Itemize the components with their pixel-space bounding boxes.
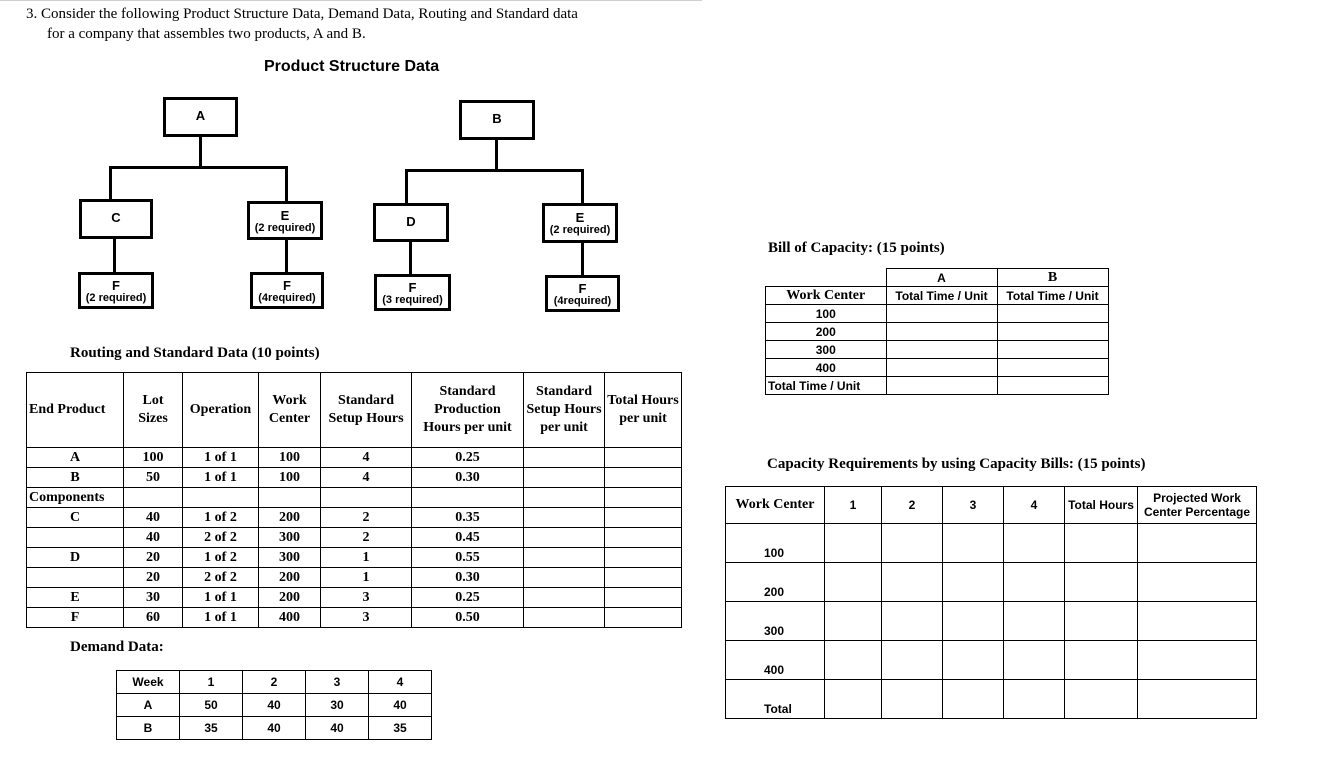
connector [581, 169, 584, 205]
input-cell[interactable] [886, 377, 997, 395]
input-cell[interactable] [1004, 602, 1065, 641]
input-cell[interactable] [524, 568, 605, 588]
boc-ttu-a: Total Time / Unit [886, 287, 997, 305]
demand-row-a: A 50 40 30 40 [117, 694, 432, 717]
input-cell[interactable] [605, 448, 682, 468]
node-e-under-a: E (2 required) [247, 201, 323, 240]
routing-title: Routing and Standard Data (10 points) [70, 345, 320, 361]
connector [109, 166, 112, 200]
input-cell[interactable] [1065, 563, 1138, 602]
connector [581, 243, 584, 277]
connector [109, 166, 288, 169]
cap-header-row: Work Center 1 2 3 4 Total Hours Projected Work Center Percentage [726, 487, 1257, 524]
capacity-requirements-table [725, 486, 1257, 719]
input-cell[interactable] [825, 680, 882, 719]
header-lot-sizes: Lot Sizes [124, 373, 183, 448]
input-cell[interactable] [605, 588, 682, 608]
input-cell[interactable] [1004, 680, 1065, 719]
input-cell[interactable] [524, 548, 605, 568]
table-row: 100 [766, 305, 1109, 323]
connector [285, 240, 288, 274]
table-row: 100 [726, 524, 1257, 563]
connector [285, 166, 288, 202]
top-border-line [0, 0, 702, 1]
demand-week-row: Week 1 2 3 4 [117, 671, 432, 694]
input-cell[interactable] [943, 524, 1004, 563]
input-cell[interactable] [943, 563, 1004, 602]
bill-of-capacity-table [765, 268, 1109, 395]
input-cell[interactable] [886, 305, 997, 323]
input-cell[interactable] [605, 508, 682, 528]
input-cell[interactable] [524, 448, 605, 468]
node-e-under-b: E (2 required) [542, 203, 618, 243]
boc-col-a: A [886, 269, 997, 287]
input-cell[interactable] [825, 563, 882, 602]
bill-of-capacity-title: Bill of Capacity: (15 points) [768, 240, 945, 256]
components-row [27, 488, 682, 508]
connector [495, 140, 498, 171]
connector [199, 137, 202, 168]
node-d: D [373, 203, 449, 242]
table-row: 400 [766, 359, 1109, 377]
table-row: 300 [726, 602, 1257, 641]
input-cell[interactable] [1004, 563, 1065, 602]
table-row: 300 [766, 341, 1109, 359]
input-cell[interactable] [1004, 641, 1065, 680]
table-row: 20 2 of 2 200 1 0.30 [27, 568, 682, 588]
demand-title: Demand Data: [70, 639, 164, 655]
input-cell[interactable] [524, 468, 605, 488]
input-cell[interactable] [1004, 524, 1065, 563]
table-row: F 60 1 of 1 400 3 0.50 [27, 608, 682, 628]
input-cell[interactable] [1138, 602, 1257, 641]
input-cell[interactable] [886, 359, 997, 377]
input-cell[interactable] [825, 602, 882, 641]
header-setup-per-unit: Standard Setup Hours per unit [524, 373, 605, 448]
components-label: Components [27, 488, 124, 508]
input-cell[interactable] [605, 468, 682, 488]
input-cell[interactable] [524, 528, 605, 548]
input-cell[interactable] [605, 528, 682, 548]
input-cell[interactable] [943, 641, 1004, 680]
header-operation: Operation [183, 373, 259, 448]
header-end-product: End Product [27, 373, 124, 448]
table-row: C 40 1 of 2 200 2 0.35 [27, 508, 682, 528]
input-cell[interactable] [943, 602, 1004, 641]
header-production-hours: Standard Production Hours per unit [412, 373, 524, 448]
input-cell[interactable] [605, 548, 682, 568]
connector [405, 169, 408, 205]
table-row: Total [726, 680, 1257, 719]
question-text [26, 4, 578, 44]
input-cell[interactable] [1138, 680, 1257, 719]
input-cell[interactable] [882, 563, 943, 602]
table-row: 400 [726, 641, 1257, 680]
input-cell[interactable] [886, 323, 997, 341]
input-cell[interactable] [605, 568, 682, 588]
input-cell[interactable] [886, 341, 997, 359]
table-row: D 20 1 of 2 300 1 0.55 [27, 548, 682, 568]
routing-table [26, 372, 682, 628]
connector [409, 242, 412, 276]
connector [405, 169, 584, 172]
boc-ttu-b: Total Time / Unit [997, 287, 1108, 305]
table-row: A 100 1 of 1 100 4 0.25 [27, 448, 682, 468]
table-row: 40 2 of 2 300 2 0.45 [27, 528, 682, 548]
input-cell[interactable] [1065, 602, 1138, 641]
connector [113, 239, 116, 274]
input-cell[interactable] [1138, 563, 1257, 602]
input-cell[interactable] [882, 602, 943, 641]
node-f-under-c: F (2 required) [78, 272, 154, 309]
node-b: B [459, 100, 535, 140]
input-cell[interactable] [882, 641, 943, 680]
input-cell[interactable] [524, 588, 605, 608]
node-f-under-e: F (4required) [250, 272, 324, 309]
input-cell[interactable] [524, 608, 605, 628]
header-work-center: Work Center [259, 373, 321, 448]
input-cell[interactable] [1138, 641, 1257, 680]
input-cell[interactable] [997, 305, 1108, 323]
demand-row-b: B 35 40 40 35 [117, 717, 432, 740]
demand-table [116, 670, 432, 740]
node-a: A [163, 97, 238, 137]
capacity-requirements-title: Capacity Requirements by using Capacity Bills: (15 points) [767, 456, 1146, 472]
node-f-under-e-b: F (4required) [545, 275, 620, 312]
input-cell[interactable] [1065, 524, 1138, 563]
table-row: 200 [726, 563, 1257, 602]
input-cell[interactable] [943, 680, 1004, 719]
input-cell[interactable] [1065, 680, 1138, 719]
header-total-hours: Total Hours per unit [605, 373, 682, 448]
question-line-1: 3. Consider the following Product Structure Data, Demand Data, Routing and Standard data [26, 6, 578, 22]
table-row: Total Time / Unit [766, 377, 1109, 395]
node-f-under-d: F (3 required) [374, 274, 451, 311]
table-row: E 30 1 of 1 200 3 0.25 [27, 588, 682, 608]
input-cell[interactable] [997, 377, 1108, 395]
table-row: 200 [766, 323, 1109, 341]
input-cell[interactable] [825, 641, 882, 680]
input-cell[interactable] [1138, 524, 1257, 563]
product-structure-title: Product Structure Data [264, 58, 440, 75]
input-cell[interactable] [997, 359, 1108, 377]
input-cell[interactable] [605, 608, 682, 628]
input-cell[interactable] [997, 323, 1108, 341]
input-cell[interactable] [825, 524, 882, 563]
input-cell[interactable] [524, 508, 605, 528]
boc-work-center-label: Work Center [766, 287, 887, 305]
header-setup-hours: Standard Setup Hours [321, 373, 412, 448]
question-line-2: for a company that assembles two products, A and B. [47, 26, 366, 42]
input-cell[interactable] [1065, 641, 1138, 680]
boc-header-row-1 [766, 269, 1109, 287]
table-row: B 50 1 of 1 100 4 0.30 [27, 468, 682, 488]
node-c: C [79, 199, 153, 239]
boc-col-b: B [997, 269, 1108, 287]
input-cell[interactable] [882, 680, 943, 719]
input-cell[interactable] [882, 524, 943, 563]
input-cell[interactable] [997, 341, 1108, 359]
boc-header-row-2 [766, 287, 1109, 305]
